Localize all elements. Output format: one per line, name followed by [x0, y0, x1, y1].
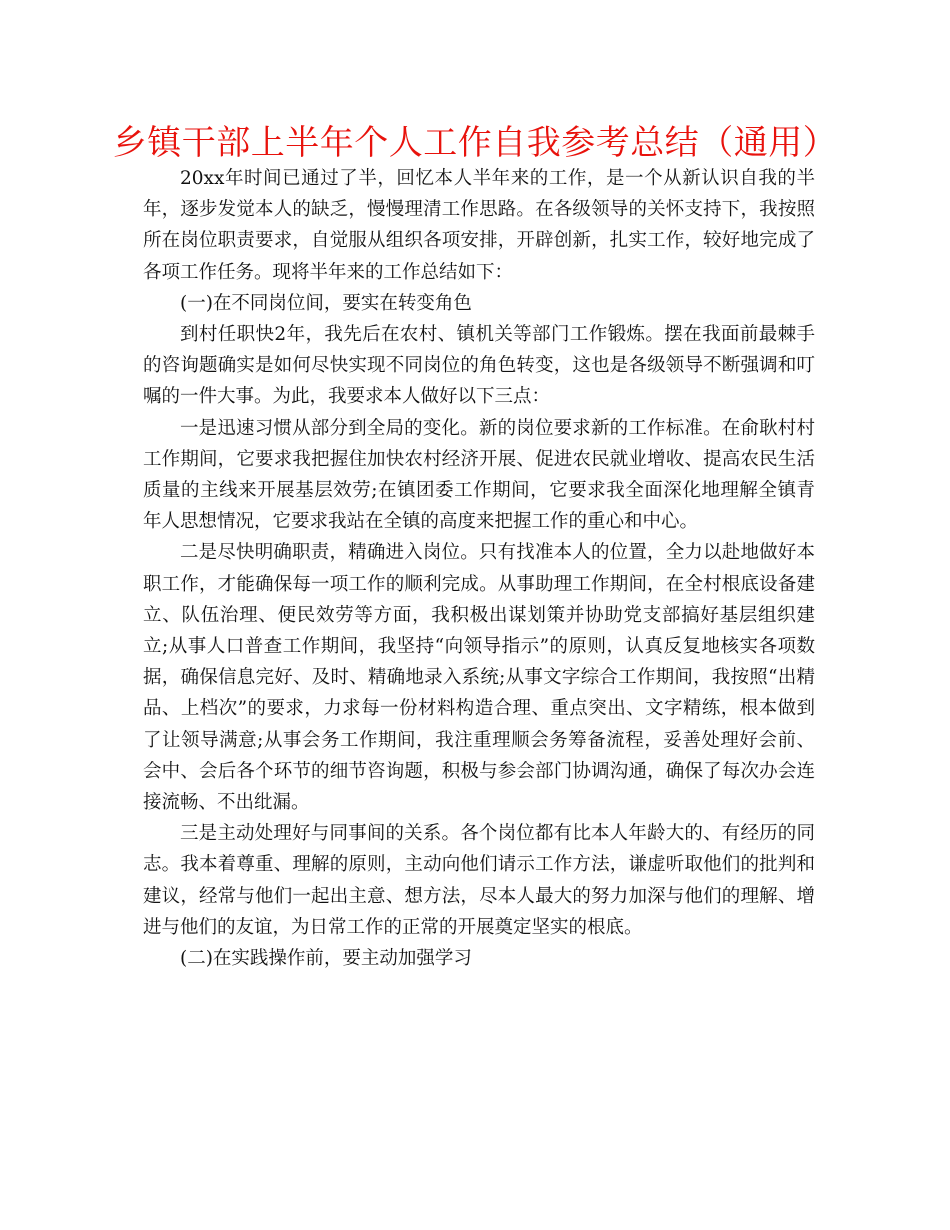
- section-heading-2: (二)在实践操作前，要主动加强学习: [180, 948, 472, 970]
- paragraph-point-two: 二是尽快明确职责，精确进入岗位。只有找准本人的位置，全力以赴地做好本职工作，才能确保每一项工作的顺利完成。从事助理工作期间，在全村根底设备建立、队伍治理、便民效劳等方面，我积极出谋划策并协助党支部搞好基层组织建立;从事人口普查工作期间，我坚持“向领导指示”的原则，认真反复地核实各项数据，确保信息完好、及时、精确地录入系统;从事文字综合工作期间，我按照“出精品、上档次”的要求，力求每一份材料构造合理、重点突出、文字精练，根本做到了让领导满意;从事会务工作期间，我注重理顺会务筹备流程，妥善处理好会前、会中、会后各个环节的细节咨询题，积极与参会部门协调沟通，确保了每次办会连接流畅、不出纰漏。: [143, 542, 815, 814]
- paragraph-intro: 20xx年时间已通过了半，回忆本人半年来的工作，是一个从新认识自我的半年，逐步发觉本人的缺乏，慢慢理清工作思路。在各级领导的关怀支持下，我按照所在岗位职责要求，自觉服从组织各项安排，开辟创新，扎实工作，较好地完成了各项工作任务。现将半年来的工作总结如下：: [143, 168, 815, 283]
- paragraph-point-three: 三是主动处理好与同事间的关系。各个岗位都有比本人年龄大的、有经历的同志。我本着尊重、理解的原则，主动向他们请示工作方法，谦虚听取他们的批判和建议，经常与他们一起出主意、想方法，尽本人最大的努力加深与他们的理解、增进与他们的友谊，为日常工作的正常的开展奠定坚实的根底。: [143, 823, 815, 938]
- paragraph-point-one: 一是迅速习惯从部分到全局的变化。新的岗位要求新的工作标准。在俞耿村村工作期间，它要求我把握住加快农村经济开展、促进农民就业增收、提高农民生活质量的主线来开展基层效劳;在镇团委工作期间，它要求我全面深化地理解全镇青年人思想情况，它要求我站在全镇的高度来把握工作的重心和中心。: [143, 417, 815, 533]
- document-body: [143, 163, 815, 974]
- section-heading-1: (一)在不同岗位间，要实在转变角色: [180, 292, 472, 314]
- document-title: 乡镇干部上半年个人工作自我参考总结（通用）: [112, 123, 838, 163]
- paragraph-role-change: 到村任职快2年，我先后在农村、镇机关等部门工作锻炼。摆在我面前最棘手的咨询题确实是如何尽快实现不同岗位的角色转变，这也是各级领导不断强调和叮嘱的一件大事。为此，我要求本人做好以下三点：: [143, 324, 815, 408]
